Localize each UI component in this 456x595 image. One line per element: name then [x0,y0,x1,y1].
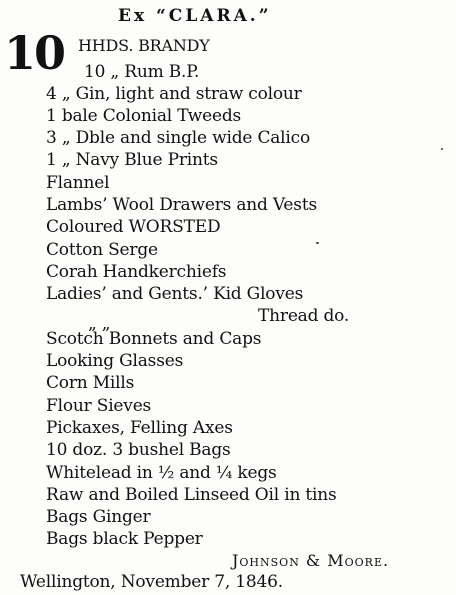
item-line-ginger: Bags Ginger [46,507,151,527]
item-line-pepper: Bags black Pepper [46,529,203,549]
dateline: Wellington, November 7, 1846. [20,572,283,592]
lead-number: 10 [4,26,65,80]
item-line-thread: Thread do. [258,306,350,326]
item-line-linseed: Raw and Boiled Linseed Oil in tins [46,485,337,505]
item-line-kid-gloves: Ladies’ and Gents.’ Kid Gloves [46,284,304,304]
item-line-gin: 4 „ Gin, light and straw colour [46,84,302,104]
item-line-bonnets: Scotch Bonnets and Caps [46,329,262,349]
item-line-calico: 3 „ Dble and single wide Calico [46,128,311,148]
item-line-glasses: Looking Glasses [46,351,184,371]
item-line-ditto-marks: „ „ [88,314,111,334]
merchant-signature: Johnson & Moore. [232,551,390,570]
item-line-brandy: HHDS. BRANDY [78,36,210,55]
item-line-whitelead: Whitelead in ½ and ¼ kegs [46,463,277,483]
print-speck [316,242,319,244]
item-line-flannel: Flannel [46,173,110,193]
item-line-prints: 1 „ Navy Blue Prints [46,150,218,170]
item-line-worsted: Coloured WORSTED [46,217,221,237]
ship-heading: Ex “CLARA.” [118,6,272,26]
item-line-axes: Pickaxes, Felling Axes [46,418,233,438]
item-line-serge: Cotton Serge [46,240,158,260]
item-line-rum: 10 „ Rum B.P. [84,62,200,82]
item-line-sieves: Flour Sieves [46,396,152,416]
item-line-corn-mills: Corn Mills [46,373,135,393]
print-speck [441,148,443,150]
item-line-drawers: Lambs’ Wool Drawers and Vests [46,195,317,215]
item-line-tweeds: 1 bale Colonial Tweeds [46,106,242,126]
item-line-handkerchiefs: Corah Handkerchiefs [46,262,227,282]
item-line-bags: 10 doz. 3 bushel Bags [46,440,231,460]
